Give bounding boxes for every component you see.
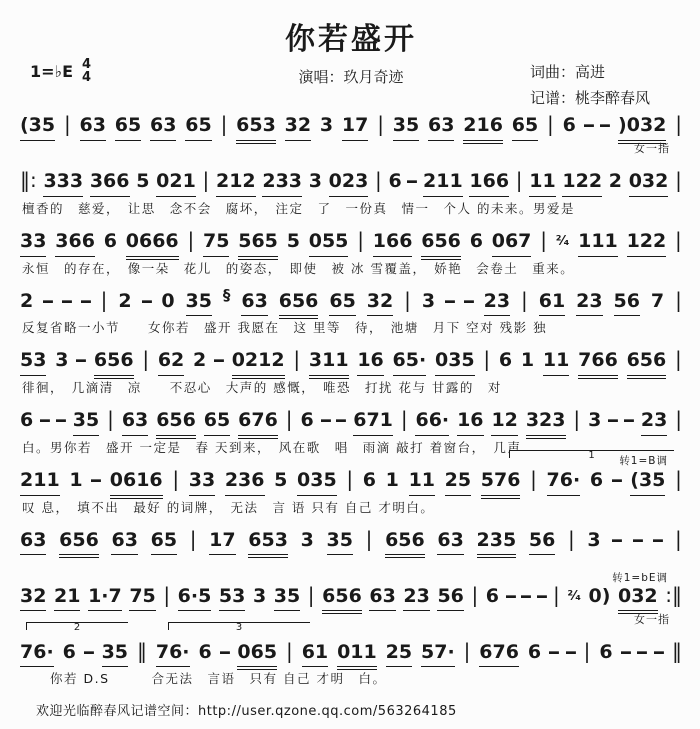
note-token: 56 (437, 585, 463, 612)
note-token: 35 (186, 290, 212, 317)
note-token: 62 (158, 349, 184, 376)
performer-credit: 演唱：玖月奇迹 (298, 68, 404, 86)
note-token: 33 (189, 469, 215, 496)
credits (530, 60, 650, 111)
note-token: 65 (512, 114, 538, 141)
note-token: 0) (588, 584, 611, 607)
note-token: 3 (252, 584, 267, 607)
notes-row (18, 347, 684, 376)
note-token: 656 (385, 529, 425, 556)
note-token: 6 (362, 468, 377, 491)
annotation: 女一指 (634, 142, 670, 155)
barline: | (100, 287, 108, 312)
note-token: 32 (20, 585, 46, 612)
note-token: 63 (80, 114, 106, 141)
barline: | (107, 407, 114, 431)
lyrics-row: 徘徊， 几滴清 凉 不忍心 大声的 感慨， 唯恐 打扰 花与 甘露的 对 (22, 380, 502, 395)
annotation: 转1=B调 (619, 454, 668, 467)
barline: | (365, 526, 373, 551)
note-token: 333 (43, 170, 83, 197)
dash: - (462, 289, 476, 312)
barline: | (202, 168, 210, 192)
barline: | (163, 582, 171, 607)
note-token: (35 (630, 469, 665, 496)
note-token: 12 (491, 409, 517, 436)
note-token: 7 (650, 289, 665, 312)
note-token: 676 (479, 641, 519, 668)
song-title: 你若盛开 (285, 22, 417, 57)
note-token: 216 (463, 114, 503, 141)
barline: | (293, 347, 301, 372)
note-token: 2 (608, 170, 622, 192)
note-token: 63 (428, 114, 454, 141)
note-token: 63 (437, 529, 463, 556)
dash: - (38, 409, 52, 431)
header (18, 6, 684, 107)
time-signature-bottom: 4 (82, 70, 92, 85)
note-token: 656 (627, 349, 667, 376)
note-token: 61 (302, 641, 328, 668)
note-token: 65 (151, 529, 177, 556)
barline: | (375, 168, 382, 192)
note-token: 3 (308, 170, 322, 192)
barline: | (675, 287, 682, 312)
note-token: 055 (309, 230, 349, 257)
note-token: 656 (322, 585, 362, 612)
note-token: 311 (309, 349, 349, 376)
note-token: 35 (102, 641, 128, 668)
double-barline: ‖ (136, 638, 147, 663)
note-token: 35 (327, 529, 353, 556)
note-token: 17 (342, 114, 368, 141)
dash: - (609, 468, 624, 491)
dash: - (652, 640, 666, 663)
note-token: 56 (614, 290, 640, 317)
note-token: 61 (539, 290, 565, 317)
volta-bracket: 1 (509, 450, 674, 462)
note-token: 25 (445, 469, 471, 496)
note-token: 212 (216, 170, 256, 197)
note-token: 122 (627, 230, 667, 257)
notes-row (18, 583, 684, 612)
note-token: 3 (421, 289, 436, 312)
barline: | (187, 227, 195, 252)
time-signature-change: ²⁄₄ (567, 588, 581, 604)
barline: | (553, 582, 560, 607)
barline: | (346, 466, 354, 491)
repeat-start-sign: ‖: (20, 168, 37, 192)
note-token: 65· (393, 349, 427, 376)
time-signature-change: ²⁄₄ (555, 234, 570, 249)
dash: - (610, 528, 624, 551)
barline: | (63, 112, 71, 136)
note-token: 75 (203, 230, 229, 257)
note-token: 1 (69, 468, 83, 491)
barline: | (189, 526, 197, 551)
score-line (18, 526, 684, 584)
dash: - (443, 289, 457, 312)
dash: - (217, 640, 232, 663)
transcriber-credit: 记谱：桃李醉春风 (530, 88, 651, 107)
score-line (18, 228, 684, 276)
note-token: 0616 (110, 469, 163, 496)
score-line (18, 347, 684, 395)
note-token: 16 (357, 349, 383, 376)
dash: - (405, 170, 420, 192)
barline: | (463, 638, 471, 663)
dash: - (139, 289, 154, 312)
note-token: 6 (589, 468, 604, 491)
notes-row (18, 228, 684, 257)
note-token: 656 (156, 409, 196, 436)
note-token: 65 (329, 290, 355, 317)
score-line (18, 583, 684, 627)
barline: | (172, 466, 180, 491)
note-token: 35 (274, 585, 300, 612)
note-token: 0666 (126, 230, 179, 257)
dash: - (547, 640, 561, 663)
footer-note: 欢迎光临醉春风记谱空间：http://user.qzone.qq.com/563264185 (36, 704, 457, 720)
note-token: 0212 (232, 349, 285, 376)
annotation: 转1=bE调 (612, 571, 668, 584)
double-barline: ‖ (671, 638, 682, 663)
notes-row (18, 467, 684, 496)
barline: | (675, 347, 682, 372)
note-token: 211 (20, 469, 60, 496)
dash: - (54, 409, 68, 431)
barline: | (583, 638, 591, 663)
barline: | (675, 466, 682, 491)
barline: | (521, 287, 528, 312)
note-token: 122 (562, 170, 602, 197)
barline: | (675, 407, 682, 431)
barline: | (471, 582, 479, 607)
note-token: 1·7 (88, 585, 122, 612)
note-token: 23 (484, 290, 510, 317)
note-token: 17 (209, 529, 235, 556)
notes-row (18, 112, 684, 141)
score-line (18, 168, 684, 216)
dash: - (60, 289, 74, 312)
note-token: 6 (20, 409, 34, 431)
note-token: 66· (415, 409, 449, 436)
barline: | (675, 227, 682, 252)
note-token: 65 (204, 409, 230, 436)
note-token: 323 (526, 409, 566, 436)
barline: | (142, 347, 150, 372)
note-token: 32 (367, 290, 393, 317)
lyrics-row: 白。男你若 盛开 一定是 春 天到来， 风在歌 唱 雨滴 敲打 着窗台， 几声 (22, 439, 522, 455)
note-token: 653 (236, 114, 276, 141)
barline: | (377, 112, 384, 136)
note-token: 32 (285, 114, 311, 141)
note-token: 35 (393, 114, 419, 141)
notes-row (18, 168, 684, 197)
note-token: 565 (238, 230, 278, 257)
barline: | (220, 112, 228, 136)
barline: | (307, 582, 315, 607)
note-token: 3 (319, 114, 334, 136)
dash: - (635, 640, 649, 663)
dash: - (74, 349, 88, 372)
note-token: 065 (237, 641, 277, 668)
dash: - (618, 640, 633, 663)
note-token: 6 (599, 640, 613, 663)
barline: | (400, 407, 408, 431)
note-token: 63 (150, 114, 176, 141)
dash: - (564, 640, 578, 663)
annotation: 女一指 (634, 612, 670, 626)
note-token: 067 (492, 230, 532, 257)
note-token: 2 (118, 289, 132, 312)
note-token: 166 (373, 230, 413, 257)
note-token: 11 (543, 349, 569, 376)
note-token: 25 (386, 641, 412, 668)
note-token: 76· (20, 641, 54, 668)
note-token: 3 (588, 409, 602, 431)
note-token: 63 (20, 529, 46, 556)
note-token: 65 (115, 114, 141, 141)
dash: - (598, 114, 612, 136)
note-token: 653 (248, 529, 288, 556)
note-token: 032 (629, 170, 669, 197)
score (18, 102, 684, 698)
score-line (18, 449, 684, 515)
barline: | (568, 526, 575, 551)
note-token: 111 (578, 230, 618, 257)
barline: | (404, 287, 411, 312)
note-token: 3 (55, 349, 69, 372)
note-token: 16 (457, 409, 483, 436)
note-token: 6 (103, 229, 117, 252)
barline: | (540, 227, 547, 252)
note-token: 53 (20, 349, 46, 376)
note-token: 032 (618, 585, 658, 612)
segno-icon: § (222, 285, 231, 304)
note-token: 23 (403, 585, 429, 612)
composer-credit: 词曲：高进 (530, 63, 606, 81)
note-token: 76· (156, 641, 190, 668)
note-token: 1 (385, 468, 399, 491)
note-token: 366 (55, 230, 95, 257)
note-token: 576 (481, 469, 521, 496)
repeat-end-sign: :‖ (665, 582, 682, 607)
note-token: 75 (129, 585, 155, 612)
note-token: 235 (477, 529, 517, 556)
note-token: 6 (300, 409, 314, 431)
time-signature-top: 4 (82, 57, 92, 72)
volta-bracket: 2 (26, 622, 128, 634)
lyrics-row: 你若 D.S 合无法 言语 只有 自己 才明 白。 (22, 671, 387, 687)
note-token: 366 (90, 170, 130, 197)
note-token: 233 (262, 170, 302, 197)
note-token: 76· (547, 469, 581, 496)
note-token: 023 (329, 170, 369, 197)
dash: - (89, 468, 103, 491)
note-token: 5 (274, 468, 288, 491)
note-token: 63 (241, 290, 267, 317)
notes-row (18, 407, 684, 436)
barline: | (675, 526, 682, 551)
note-token: 6 (527, 640, 542, 663)
note-token: 3 (300, 528, 314, 551)
barline: | (573, 407, 581, 431)
dash: - (606, 409, 620, 431)
note-token: 5 (286, 229, 300, 252)
note-token: 236 (225, 469, 265, 496)
dash: - (41, 289, 55, 312)
notes-row (18, 639, 684, 668)
note-token: 2 (20, 289, 34, 312)
notes-row (18, 285, 684, 317)
note-token: 3 (587, 528, 601, 551)
note-token: 21 (54, 585, 80, 612)
note-token: )032 (618, 114, 666, 141)
note-token: 766 (578, 349, 618, 376)
note-token: 035 (297, 469, 337, 496)
dash: - (318, 409, 333, 431)
dash: - (334, 409, 349, 431)
note-token: 671 (353, 409, 393, 436)
note-token: 6·5 (178, 585, 212, 612)
dash: - (631, 528, 645, 551)
score-line (18, 285, 684, 336)
note-token: 23 (641, 409, 667, 436)
barline: | (483, 347, 491, 372)
note-token: 656 (279, 290, 319, 317)
barline: | (515, 168, 523, 192)
note-token: 65 (185, 114, 211, 141)
note-token: 6 (469, 229, 483, 252)
note-token: 6 (485, 584, 500, 607)
dash: - (651, 528, 666, 551)
dash: - (622, 409, 636, 431)
note-token: 56 (529, 529, 555, 556)
score-line (18, 112, 684, 156)
note-token: 6 (388, 170, 402, 192)
note-token: 63 (369, 585, 395, 612)
barline: | (530, 466, 537, 491)
dash: - (581, 114, 596, 136)
volta-bracket: 3 (168, 622, 310, 634)
barline: | (286, 638, 293, 663)
note-token: 33 (20, 230, 46, 257)
barline: | (285, 407, 293, 431)
note-token: 211 (423, 170, 463, 197)
note-token: 676 (238, 409, 278, 436)
score-line (18, 407, 684, 455)
note-token: 6 (62, 640, 76, 663)
note-token: 2 (193, 349, 207, 372)
note-token: 63 (122, 409, 148, 436)
dash: - (79, 289, 93, 312)
note-token: 23 (576, 290, 602, 317)
note-token: 6 (498, 349, 513, 372)
notes-row (18, 527, 684, 556)
dash: - (503, 584, 518, 607)
note-token: 6 (562, 114, 576, 136)
note-token: 53 (219, 585, 245, 612)
note-token: 57· (421, 641, 455, 668)
barline: | (675, 168, 682, 192)
note-token: 0 (161, 289, 175, 312)
note-token: 021 (156, 170, 196, 197)
note-token: 5 (136, 170, 150, 192)
note-token: 166 (469, 170, 509, 197)
note-token: 1 (520, 349, 535, 372)
dash: - (519, 584, 533, 607)
dash: - (81, 640, 96, 663)
score-line (18, 621, 684, 687)
note-token: 63 (111, 529, 137, 556)
barline: | (357, 227, 364, 252)
barline: | (675, 112, 682, 136)
dash: - (212, 349, 226, 372)
barline: | (547, 112, 554, 136)
note-token: 656 (59, 529, 99, 556)
dash: - (534, 584, 549, 607)
lyrics-row: 叹 息， 填不出 最好 的词牌， 无法 言 语 只有 自己 才明白。 (22, 499, 435, 515)
note-token: 656 (94, 349, 134, 376)
key-label: 1=♭E (30, 61, 74, 81)
note-token: 35 (73, 409, 99, 436)
note-token: 11 (409, 469, 435, 496)
lyrics-row: 永恒 的存在， 像一朵 花儿 的姿态， 即使 被 冰 雪覆盖， 娇艳 会卷土 重来。 (22, 260, 575, 276)
lyrics-row: 檀香的 慈爱， 让思 念不会 腐坏， 注定 了 一份真 情一 个人 的未来。男爱是 (22, 200, 575, 216)
note-token: 6 (198, 640, 212, 663)
note-token: 656 (421, 230, 461, 257)
note-token: 035 (435, 349, 475, 376)
note-token: 11 (529, 170, 555, 197)
lyrics-row: 反复省略一小节 女你若 盛开 我愿在 这 里等 待， 池塘 月下 空对 残影 独 (22, 320, 548, 336)
note-token: (35 (20, 114, 55, 141)
note-token: 011 (337, 641, 377, 668)
